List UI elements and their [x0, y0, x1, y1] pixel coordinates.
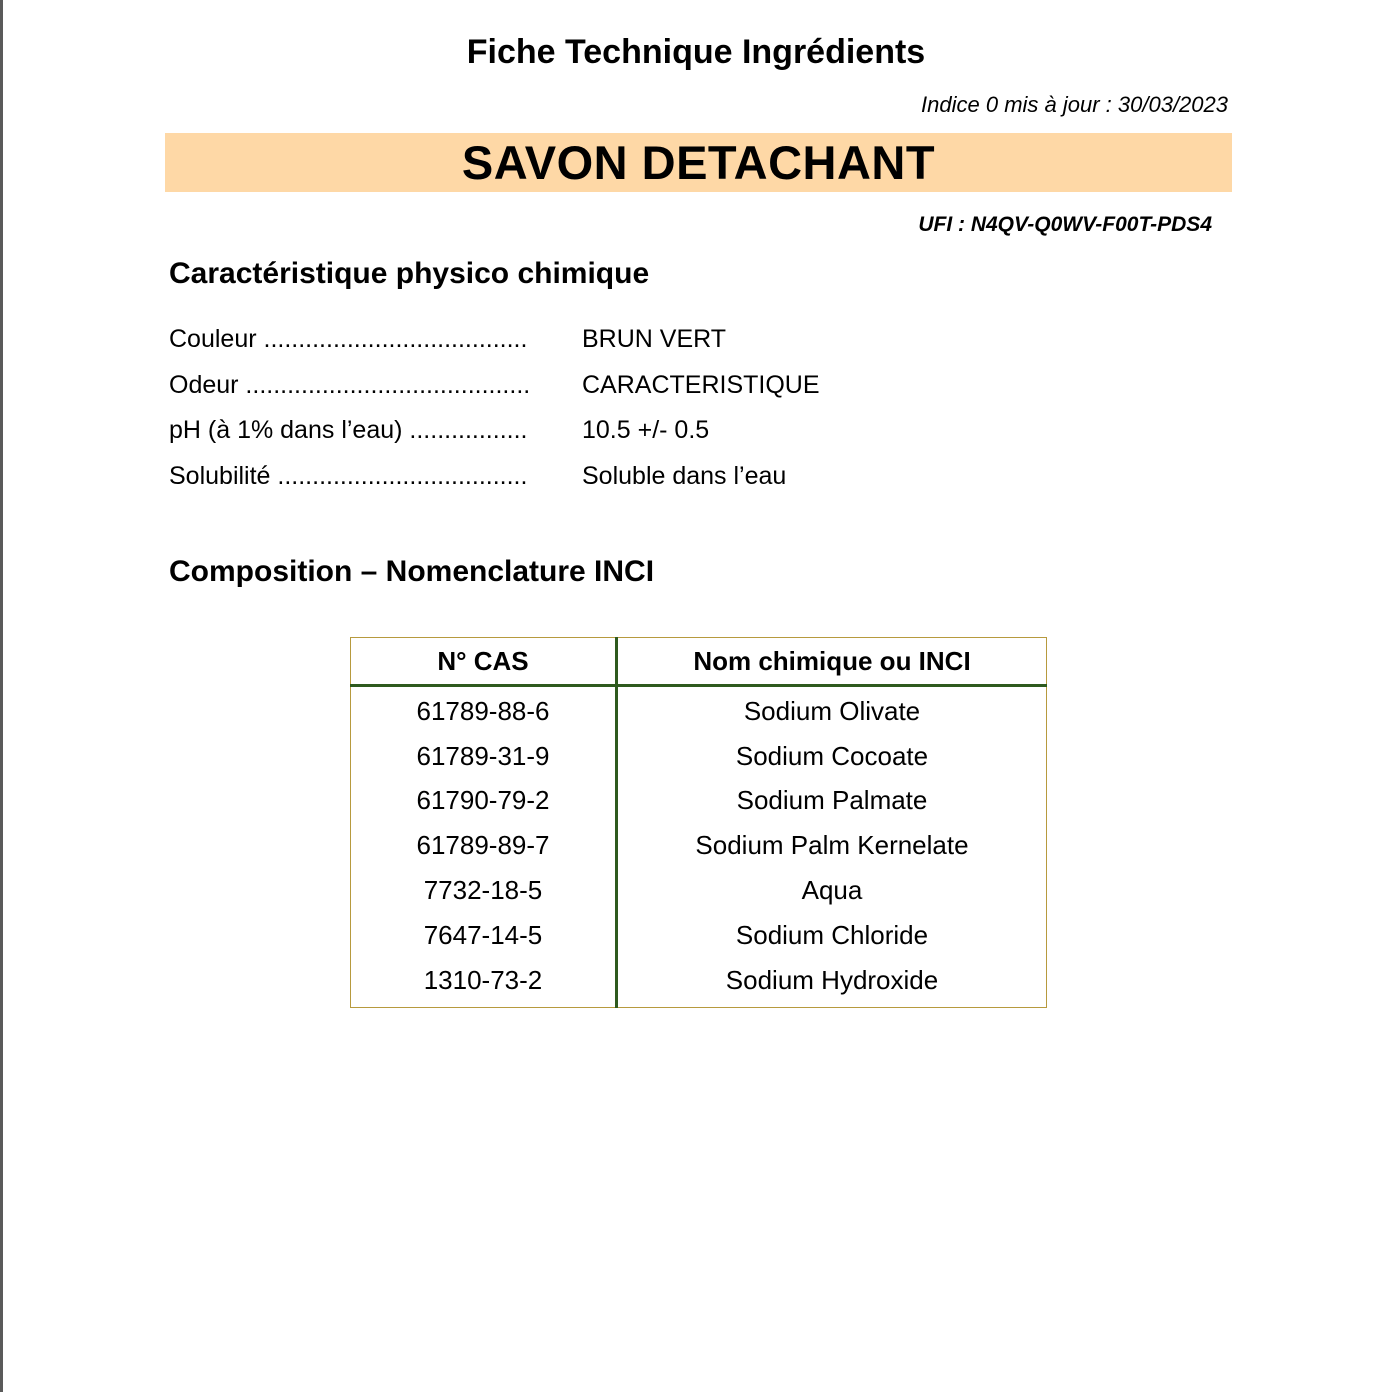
inci-name-cell: Sodium Palmate	[736, 785, 928, 816]
table-row	[351, 958, 1047, 1007]
table-header-row	[351, 638, 1047, 686]
property-label-ph: pH (à 1% dans l’eau) .................	[169, 416, 528, 445]
ufi-code: UFI : N4QV-Q0WV-F00T-PDS4	[918, 213, 1212, 236]
table-row	[351, 734, 1047, 779]
physico-properties	[169, 322, 1069, 505]
composition-heading: Composition – Nomenclature INCI	[169, 555, 655, 588]
property-row	[169, 413, 1069, 459]
inci-name-cell: Sodium Chloride	[735, 919, 929, 950]
cas-cell: 7732-18-5	[351, 868, 617, 913]
property-label-odor: Odeur .........................................	[169, 370, 531, 399]
column-header-cas: N° CAS	[351, 638, 617, 686]
property-row	[169, 322, 1069, 368]
inci-name-cell: Sodium Cocoate	[735, 740, 929, 771]
cas-cell: 61789-31-9	[351, 734, 617, 779]
cas-cell: 7647-14-5	[351, 913, 617, 958]
inci-name-cell: Sodium Palm Kernelate	[695, 830, 969, 861]
cas-cell: 61790-79-2	[351, 779, 617, 824]
revision-index: Indice 0 mis à jour : 30/03/2023	[921, 92, 1228, 117]
cas-cell: 61789-89-7	[351, 823, 617, 868]
physico-heading: Caractéristique physico chimique	[169, 257, 650, 290]
table-row	[351, 913, 1047, 958]
column-header-name: Nom chimique ou INCI	[617, 638, 1047, 686]
property-label-color: Couleur ......................................	[169, 325, 528, 353]
page-edge	[0, 0, 3, 1392]
inci-name-cell: Sodium Olivate	[743, 695, 921, 726]
composition-table	[350, 637, 1047, 1008]
cas-cell: 1310-73-2	[351, 958, 617, 1007]
property-label-solubility: Solubilité ....................................	[169, 462, 528, 491]
cas-cell: 61789-88-6	[351, 686, 617, 734]
inci-name-cell: Aqua	[801, 875, 863, 906]
property-row	[169, 459, 1069, 505]
property-value-color: BRUN VERT	[582, 325, 727, 353]
table-row	[351, 779, 1047, 824]
document-title: Fiche Technique Ingrédients	[466, 33, 926, 71]
table-row	[351, 823, 1047, 868]
property-value-ph: 10.5 +/- 0.5	[582, 416, 710, 445]
property-value-odor: CARACTERISTIQUE	[582, 370, 820, 399]
table-row	[351, 868, 1047, 913]
table-row	[351, 686, 1047, 734]
product-banner	[165, 133, 1232, 192]
product-name: SAVON DETACHANT	[461, 136, 936, 189]
property-value-solubility: Soluble dans l’eau	[582, 462, 787, 491]
inci-name-cell: Sodium Hydroxide	[725, 964, 939, 995]
property-row	[169, 368, 1069, 414]
